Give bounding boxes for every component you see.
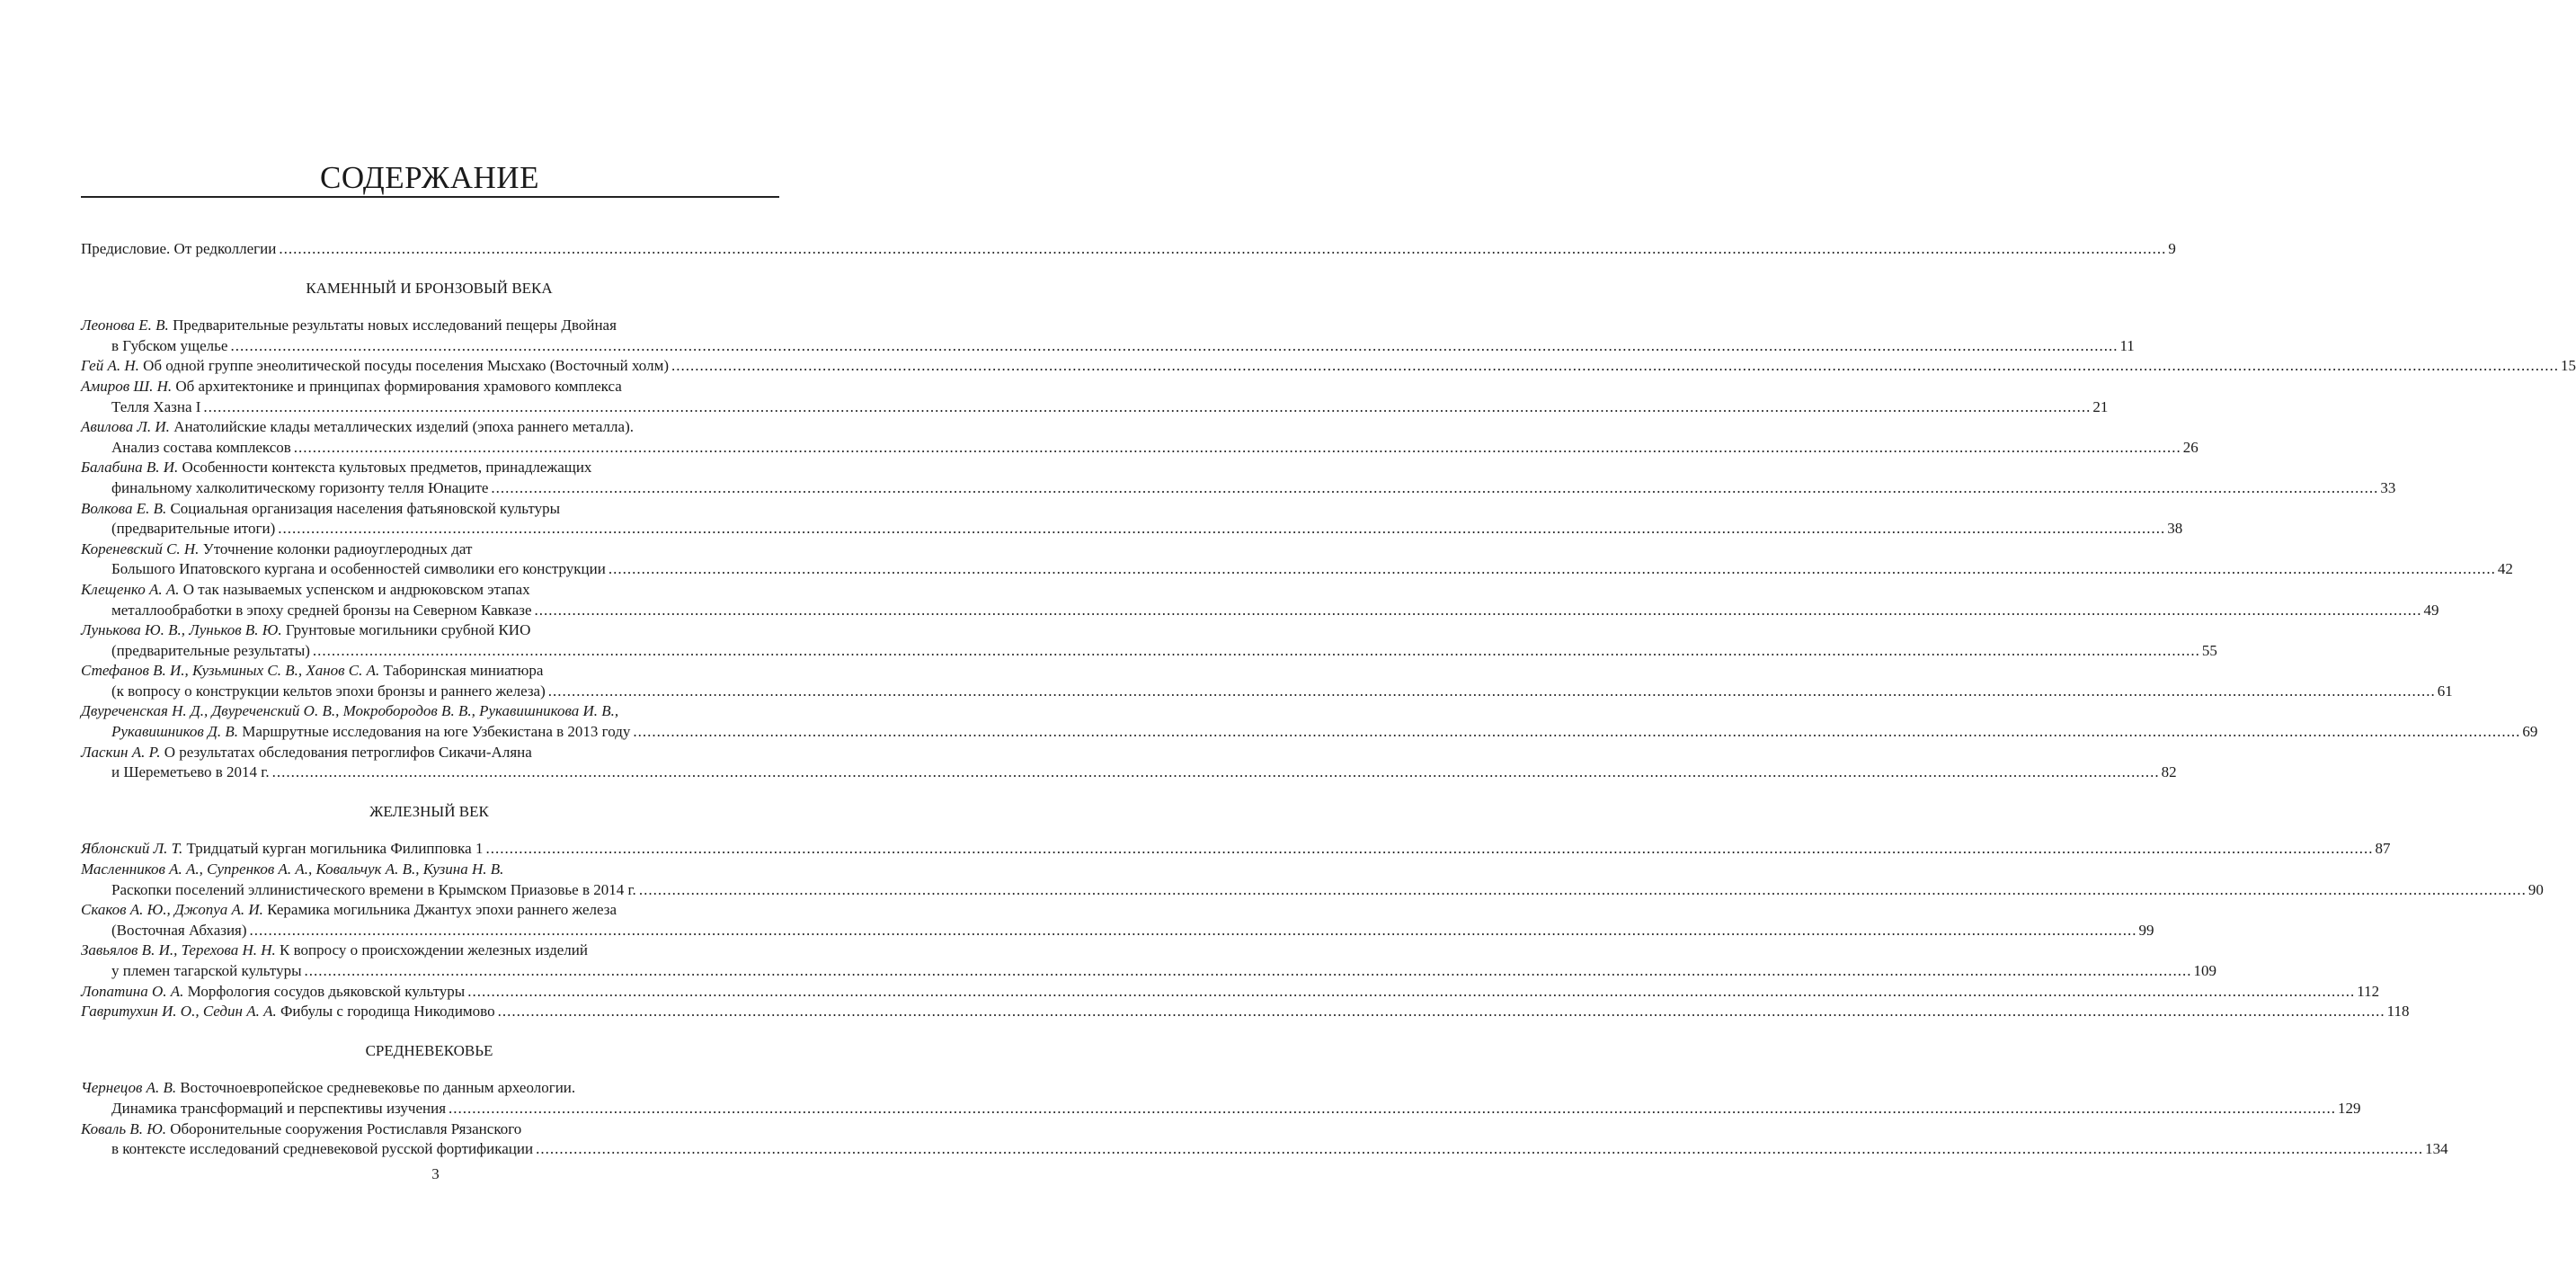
section-spacer [81,260,777,279]
entry-title: (к вопросу о конструкции кельтов эпохи бронзы и раннего железа) [111,682,546,700]
toc-entry[interactable] [81,701,2538,742]
entry-page-number: 11 [2119,336,2135,354]
entry-authors: Двуреченская Н. Д., Двуреченский О. В., Мокробородов В. В., Рукавишникова И. В., [81,702,619,720]
entry-page-number: 55 [2201,641,2217,659]
entry-line [81,860,777,880]
entry-title: (Восточная Абхазия) [111,921,247,939]
entry-authors: Лопатина О. А. [81,982,184,1000]
entry-title: в Губском ущелье [111,336,228,354]
dot-leader: ................................................................................................................................................................................................................................................................................................................................................................................................................ [491,478,2379,496]
entry-last-line [81,336,2135,357]
entry-last-line [81,921,2154,941]
entry-text-wrap [81,982,465,1003]
entry-page-number: 21 [2092,397,2109,415]
entry-line [81,620,777,641]
entry-text-wrap [111,336,227,357]
entry-title: Маршрутные исследования на юге Узбекистана в 2013 году [242,723,631,741]
dot-leader: ................................................................................................................................................................................................................................................................................................................................................................................................................ [467,982,2356,1000]
entry-last-line [81,682,2453,702]
entry-title: Особенности контекста культовых предметов, принадлежащих [182,459,592,477]
entry-page-number: 129 [2338,1099,2361,1117]
dot-leader: ................................................................................................................................................................................................................................................................................................................................................................................................................ [638,880,2527,898]
entry-authors: Ласкин А. Р. [81,743,161,761]
entry-page-number: 134 [2425,1140,2448,1158]
entry-line [81,1119,777,1140]
entry-authors: Лунькова Ю. В., Луньков В. Ю. [81,621,282,639]
entry-authors: Рукавишников Д. В. [111,723,238,741]
entry-title: в контексте исследований средневековой русской фортификации [111,1140,534,1158]
entry-title: (предварительные результаты) [111,641,310,659]
dot-leader: ................................................................................................................................................................................................................................................................................................................................................................................................................ [230,336,2119,354]
entry-page-number: 69 [2522,723,2538,741]
dot-leader: ................................................................................................................................................................................................................................................................................................................................................................................................................ [671,357,2559,375]
dot-leader: ................................................................................................................................................................................................................................................................................................................................................................................................................ [278,520,2166,538]
toc-entry[interactable] [81,377,2109,417]
entry-authors: Клещенко А. А. [81,580,180,598]
section-heading: СРЕДНЕВЕКОВЬЕ [365,1041,493,1059]
entry-page-number: 33 [2380,478,2396,496]
entry-line [81,499,777,520]
toc-entry[interactable] [81,580,2439,620]
toc-entry[interactable] [81,743,2177,783]
entry-title: Социальная организация населения фатьяновской культуры [170,499,561,517]
section-spacer [81,1022,777,1041]
entry-authors: Балабина В. И. [81,459,179,477]
entry-title: Раскопки поселений эллинистического времени в Крымском Приазовье в 2014 г. [111,880,636,898]
entry-last-line [81,961,2217,982]
entry-title: Оборонительные сооружения Ростиславля Рязанского [170,1119,522,1137]
entry-page-number: 90 [2527,880,2544,898]
entry-last-line [81,1099,2361,1119]
entry-page-number: 49 [2423,601,2439,619]
entry-last-line [81,1002,2410,1022]
entry-line [81,743,777,763]
toc-entry[interactable] [81,860,2544,900]
entry-page-number: 112 [2357,982,2380,1000]
entry-text-wrap [111,762,270,783]
entry-last-line [81,356,2576,377]
toc-entry[interactable] [81,499,2183,539]
entry-authors: Коваль В. Ю. [81,1119,166,1137]
section-heading: КАМЕННЫЙ И БРОНЗОВЫЙ ВЕКА [306,279,553,297]
entry-title: металлообработки в эпоху средней бронзы на Северном Кавказе [111,601,532,619]
toc-entry[interactable] [81,316,2135,356]
entry-text-wrap [111,397,200,418]
entry-last-line [81,239,2176,260]
toc-entry[interactable] [81,356,2576,377]
entry-title: Анатолийские клады металлических изделий (эпоха раннего металла). [173,418,634,436]
toc-entry[interactable] [81,417,2198,458]
entry-line [81,701,777,722]
dot-leader: ................................................................................................................................................................................................................................................................................................................................................................................................................ [536,1140,2424,1158]
entry-authors: Авилова Л. И. [81,418,170,436]
entry-line [81,316,777,336]
entry-page-number: 82 [2161,763,2177,781]
entry-text-wrap [111,478,488,499]
entry-authors: Скаков А. Ю., Джопуа А. И. [81,901,263,919]
entry-title: О так называемых успенском и андрюковском этапах [182,580,530,598]
entry-title: Уточнение колонки радиоуглеродных дат [202,539,473,557]
entry-text-wrap [111,1139,533,1160]
entry-title: Предварительные результаты новых исследований пещеры Двойная [173,317,617,334]
entry-title: Об одной группе энеолитической посуды поселения Мысхако (Восточный холм) [143,357,669,375]
entry-line [81,941,777,961]
entry-title: Керамика могильника Джантух эпохи раннего железа [267,901,617,919]
entry-authors: Гей А. Н. [81,357,139,375]
dot-leader: ................................................................................................................................................................................................................................................................................................................................................................................................................ [633,723,2521,741]
entry-last-line [81,559,2513,580]
toc-entry[interactable] [81,1119,2448,1160]
toc-entry[interactable] [81,900,2154,941]
entry-line [81,377,777,397]
entry-authors: Чернецов А. В. [81,1079,177,1097]
dot-leader: ................................................................................................................................................................................................................................................................................................................................................................................................................ [304,962,2192,979]
entry-line [81,458,777,478]
entry-page-number: 38 [2167,520,2183,538]
toc-entry[interactable] [81,839,2391,860]
page-title: СОДЕРЖАНИЕ [320,160,539,195]
entry-last-line [81,762,2177,783]
page-number: 3 [431,1165,440,1182]
entry-title: (предварительные итоги) [111,520,276,538]
entry-line [81,1078,777,1099]
toc-entry[interactable] [81,239,2176,260]
dot-leader: ................................................................................................................................................................................................................................................................................................................................................................................................................ [249,921,2137,939]
entry-title: Грунтовые могильники срубной КИО [285,621,531,639]
dot-leader: ................................................................................................................................................................................................................................................................................................................................................................................................................ [449,1099,2337,1117]
entry-last-line [81,438,2198,459]
entry-text-wrap [111,519,275,539]
entry-authors: Волкова Е. В. [81,499,167,517]
dot-leader: ................................................................................................................................................................................................................................................................................................................................................................................................................ [271,763,2160,781]
entry-text-wrap [111,438,291,459]
dot-leader: ................................................................................................................................................................................................................................................................................................................................................................................................................ [534,601,2422,619]
entry-text-wrap [111,921,247,941]
dot-leader: ................................................................................................................................................................................................................................................................................................................................................................................................................ [293,438,2181,456]
entry-title: и Шереметьево в 2014 г. [111,763,270,781]
entry-text-wrap [111,722,630,743]
entry-text-wrap [111,682,546,702]
entry-authors: Яблонский Л. Т. [81,840,183,858]
entry-text-wrap [111,880,636,901]
entry-title: Большого Ипатовского кургана и особенностей символики его конструкции [111,560,606,578]
section-spacer [81,822,777,839]
entry-last-line [81,880,2544,901]
entry-text-wrap [111,1099,446,1119]
entry-text-wrap [81,239,276,260]
entry-title: Тридцатый курган могильника Филипповка 1 [186,840,484,858]
section-heading: ЖЕЛЕЗНЫЙ ВЕК [369,802,489,820]
entry-title: Динамика трансформаций и перспективы изучения [111,1099,447,1117]
entry-last-line [81,1139,2448,1160]
toc-entry[interactable] [81,1078,2361,1119]
entry-title: Предисловие. От редколлегии [81,240,277,257]
entry-title: Об архитектонике и принципах формирования храмового комплекса [175,377,622,395]
entry-text-wrap [81,356,669,377]
toc-entry[interactable] [81,620,2217,661]
entry-authors: Амиров Ш. Н. [81,377,173,395]
entry-title: Морфология сосудов дьяковской культуры [187,982,466,1000]
dot-leader: ................................................................................................................................................................................................................................................................................................................................................................................................................ [312,641,2200,659]
entry-page-number: 118 [2386,1003,2410,1021]
entry-page-number: 26 [2182,438,2198,456]
entry-title: Фибулы с городища Никодимово [280,1003,495,1021]
toc-entry[interactable] [81,661,2453,701]
entry-page-number: 99 [2138,921,2154,939]
entry-last-line [81,982,2380,1003]
entry-text-wrap [111,641,310,662]
entry-text-wrap [81,839,483,860]
entry-line [81,900,777,921]
dot-leader: ................................................................................................................................................................................................................................................................................................................................................................................................................ [608,560,2496,578]
entry-page-number: 9 [2168,240,2176,257]
entry-page-number: 42 [2497,560,2513,578]
entry-line [81,417,777,438]
entry-title: финальному халколитическому горизонту телля Юнаците [111,478,489,496]
entry-authors: Стефанов В. И., Кузьминых С. В., Ханов С. А. [81,662,380,680]
entry-last-line [81,641,2217,662]
section-spacer [81,1061,777,1078]
entry-text-wrap [81,1002,495,1022]
entry-authors: Масленников А. А., Супренков А. А., Ковальчук А. В., Кузина Н. В. [81,860,504,878]
entry-last-line [81,839,2391,860]
entry-title: Телля Хазна I [111,397,201,415]
entry-line [81,661,777,682]
toc-entry[interactable] [81,539,2513,580]
entry-line [81,580,777,601]
toc-entry[interactable] [81,982,2380,1003]
dot-leader: ................................................................................................................................................................................................................................................................................................................................................................................................................ [203,397,2092,415]
entry-title: Анализ состава комплексов [111,438,291,456]
entry-title: Восточноевропейское средневековье по данным археологии. [180,1079,576,1097]
table-of-contents [81,239,2576,1160]
entry-last-line [81,601,2439,621]
entry-authors: Кореневский С. Н. [81,539,200,557]
toc-entry[interactable] [81,1002,2410,1022]
entry-text-wrap [111,559,606,580]
entry-page-number: 109 [2193,962,2217,979]
entry-title: О результатах обследования петроглифов Сикачи-Аляна [164,743,532,761]
entry-page-number: 61 [2437,682,2453,700]
dot-leader: ................................................................................................................................................................................................................................................................................................................................................................................................................ [497,1003,2385,1021]
entry-title: К вопросу о происхождении железных изделий [280,941,588,959]
toc-entry[interactable] [81,941,2217,981]
entry-page-number: 87 [2375,840,2391,858]
entry-text-wrap [111,961,302,982]
entry-text-wrap [111,601,531,621]
toc-entry[interactable] [81,458,2396,498]
entry-title: Таборинская миниатюра [383,662,544,680]
entry-authors: Леонова Е. В. [81,317,169,334]
entry-last-line [81,722,2538,743]
entry-authors: Завьялов В. И., Терехова Н. Н. [81,941,276,959]
dot-leader: ................................................................................................................................................................................................................................................................................................................................................................................................................ [279,240,2167,257]
entry-last-line [81,519,2183,539]
dot-leader: ................................................................................................................................................................................................................................................................................................................................................................................................................ [547,682,2436,700]
section-spacer [81,783,777,802]
entry-last-line [81,397,2109,418]
entry-last-line [81,478,2396,499]
dot-leader: ................................................................................................................................................................................................................................................................................................................................................................................................................ [485,840,2374,858]
entry-page-number: 15 [2561,357,2576,375]
entry-line [81,539,777,560]
entry-title: у племен тагарской культуры [111,962,302,979]
section-spacer [81,299,777,316]
title-rule [81,196,779,198]
entry-authors: Гавритухин И. О., Седин А. А. [81,1003,277,1021]
